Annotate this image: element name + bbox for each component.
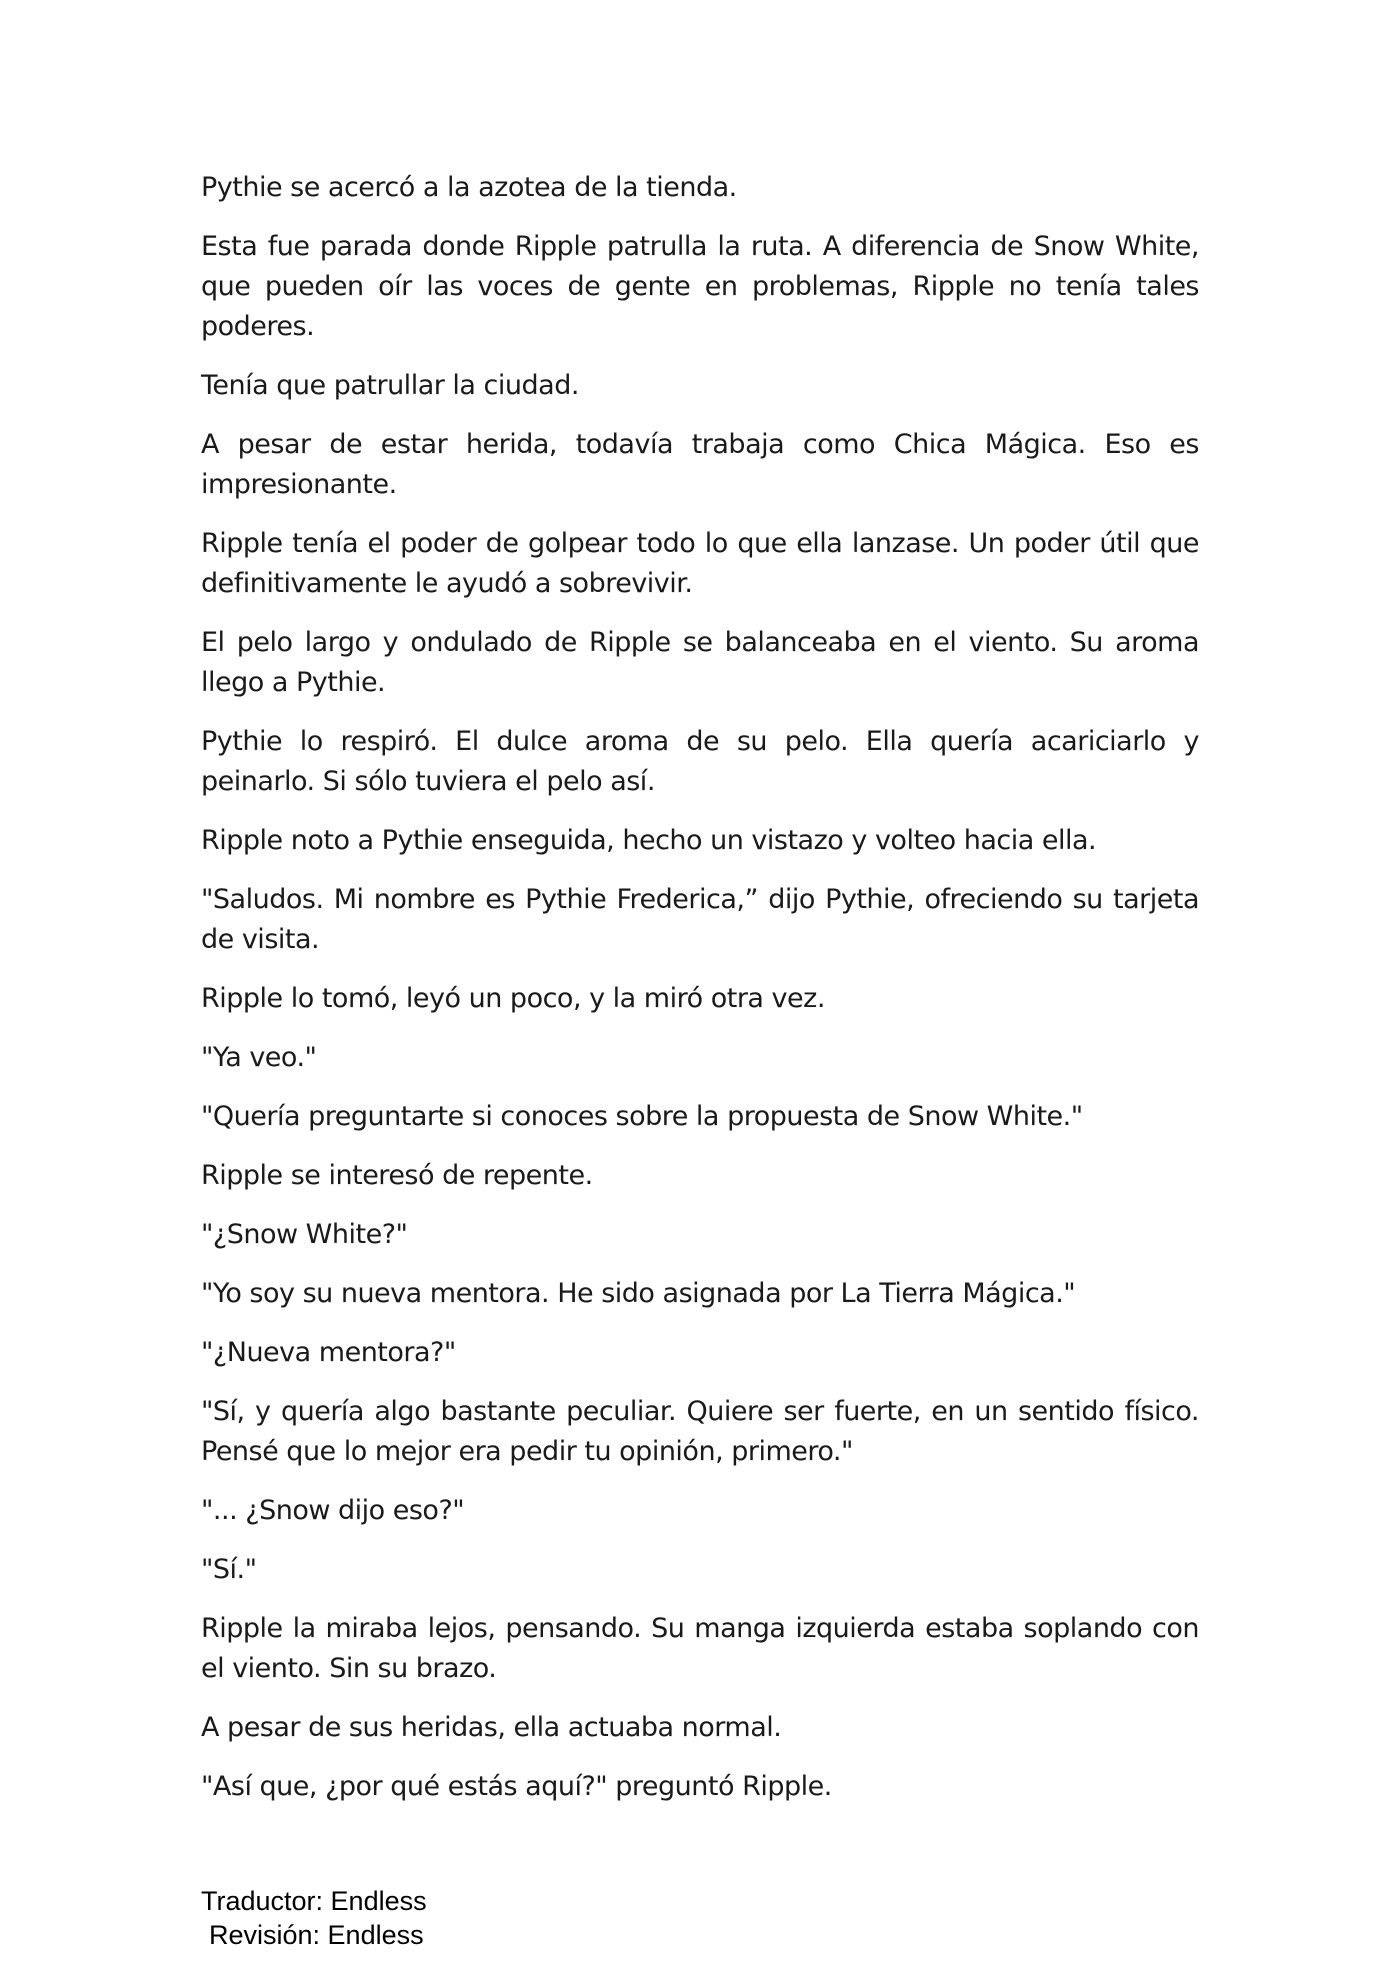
paragraph: "Saludos. Mi nombre es Pythie Frederica,” dijo Pythie, ofreciendo su tarjeta de visita. <box>201 884 1199 955</box>
paragraph: "¿Snow White?" <box>201 1219 408 1250</box>
paragraph: "Ya veo." <box>201 1042 317 1073</box>
paragraph: Pythie lo respiró. El dulce aroma de su pelo. Ella quería acariciarlo y peinarlo. Si sólo tuviera el pelo así. <box>201 726 1199 797</box>
paragraph: "Yo soy su nueva mentora. He sido asignada por La Tierra Mágica." <box>201 1278 1076 1309</box>
paragraph: "Así que, ¿por qué estás aquí?" preguntó Ripple. <box>201 1771 832 1802</box>
review-credit: Revisión: Endless <box>209 1920 424 1950</box>
paragraph: El pelo largo y ondulado de Ripple se balanceaba en el viento. Su aroma llego a Pythie. <box>201 627 1199 698</box>
paragraph: Ripple la miraba lejos, pensando. Su manga izquierda estaba soplando con el viento. Sin su brazo. <box>201 1613 1199 1684</box>
paragraph: Ripple tenía el poder de golpear todo lo que ella lanzase. Un poder útil que definitivamente le ayudó a sobrevivir. <box>201 528 1199 599</box>
paragraph: Esta fue parada donde Ripple patrulla la ruta. A diferencia de Snow White, que pueden oír las voces de gente en problemas, Ripple no tenía tales poderes. <box>201 231 1199 342</box>
translator-credit: Traductor: Endless <box>201 1886 427 1916</box>
paragraph: "Sí." <box>201 1554 257 1585</box>
paragraph: Tenía que patrullar la ciudad. <box>201 370 579 401</box>
paragraph: Ripple noto a Pythie enseguida, hecho un vistazo y volteo hacia ella. <box>201 825 1097 856</box>
paragraph: "¿Nueva mentora?" <box>201 1337 456 1368</box>
paragraph: Pythie se acercó a la azotea de la tienda. <box>201 172 737 203</box>
paragraph: A pesar de sus heridas, ella actuaba normal. <box>201 1712 782 1743</box>
paragraph: "Sí, y quería algo bastante peculiar. Quiere ser fuerte, en un sentido físico. Pensé que lo mejor era pedir tu opinión, primero." <box>201 1396 1199 1467</box>
body-text <box>201 168 1199 1826</box>
paragraph: Ripple se interesó de repente. <box>201 1160 593 1191</box>
paragraph: A pesar de estar herida, todavía trabaja como Chica Mágica. Eso es impresionante. <box>201 429 1199 500</box>
credits-block <box>201 1884 427 1952</box>
paragraph: "Quería preguntarte si conoces sobre la propuesta de Snow White." <box>201 1101 1083 1132</box>
paragraph: "... ¿Snow dijo eso?" <box>201 1495 465 1526</box>
paragraph: Ripple lo tomó, leyó un poco, y la miró otra vez. <box>201 983 825 1014</box>
